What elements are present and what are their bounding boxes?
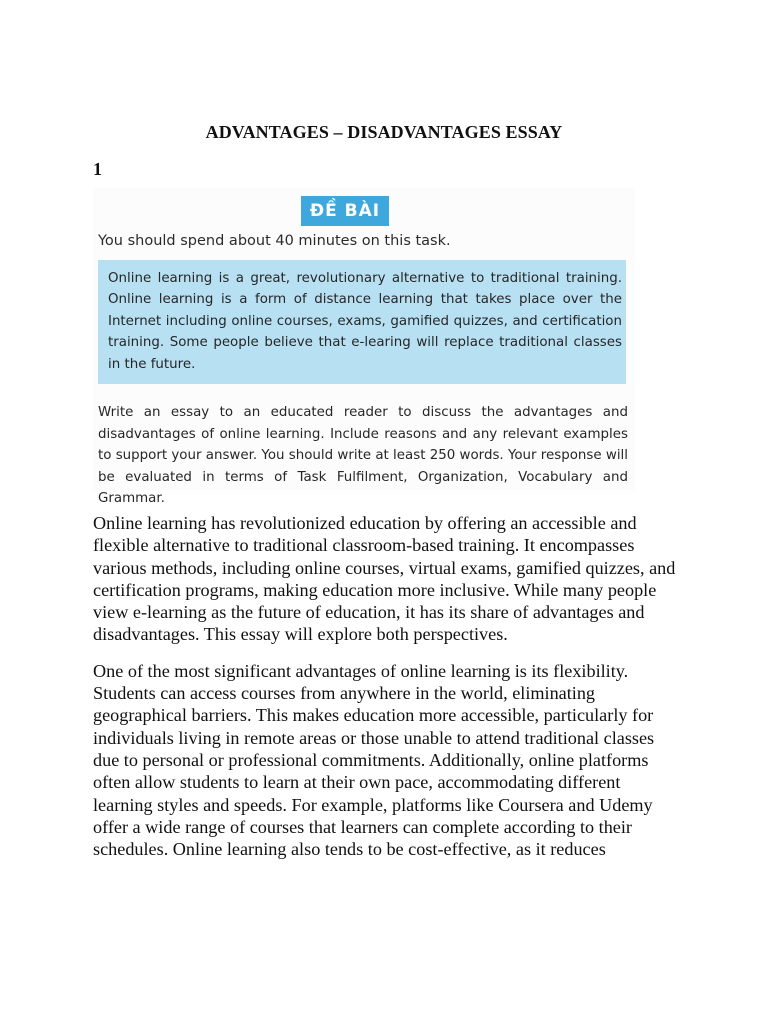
prompt-topic-text: Online learning is a great, revolutionary alternative to traditional training. Online learning is a form of distance learning that takes place over the Internet including online courses, exams, gamified quizzes, and certification training. Some people believe that e-learing will replace traditional classes in the future.	[108, 271, 622, 372]
prompt-heading: ĐỀ BÀI	[301, 196, 389, 226]
prompt-time-instruction: You should spend about 40 minutes on this task.	[98, 233, 451, 249]
essay-body	[93, 512, 683, 874]
prompt-task-text: Write an essay to an educated reader to discuss the advantages and disadvantages of online learning. Include reasons and any relevant examples to support your answer. You should write at least 250 words. Your response will be evaluated in terms of Task Fulfilment, Organization, Vocabulary and Grammar.	[98, 405, 628, 507]
prompt-image	[93, 188, 635, 507]
essay-paragraph-advantages: One of the most significant advantages of online learning is its flexibility. Students can access courses from anywhere in the world, eliminating geographical barriers. This makes education more accessible, particularly for individuals living in remote areas or those unable to attend traditional classes due to personal or professional commitments. Additionally, online platforms often allow students to learn at their own pace, accommodating different learning styles and speeds. For example, platforms like Coursera and Udemy offer a wide range of courses that learners can complete according to their schedules. Online learning also tends to be cost-effective, as it reduces	[93, 660, 655, 860]
document-title: ADVANTAGES – DISADVANTAGES ESSAY	[205, 122, 563, 142]
prompt-topic-box	[98, 260, 626, 384]
section-number: 1	[93, 159, 102, 179]
essay-paragraph-intro: Online learning has revolutionized education by offering an accessible and flexible alternative to traditional classroom-based training. It encompasses various methods, including online courses, virtual exams, gamified quizzes, and certification programs, making education more inclusive. While many people view e-learning as the future of education, it has its share of advantages and disadvantages. This essay will explore both perspectives.	[93, 513, 676, 645]
